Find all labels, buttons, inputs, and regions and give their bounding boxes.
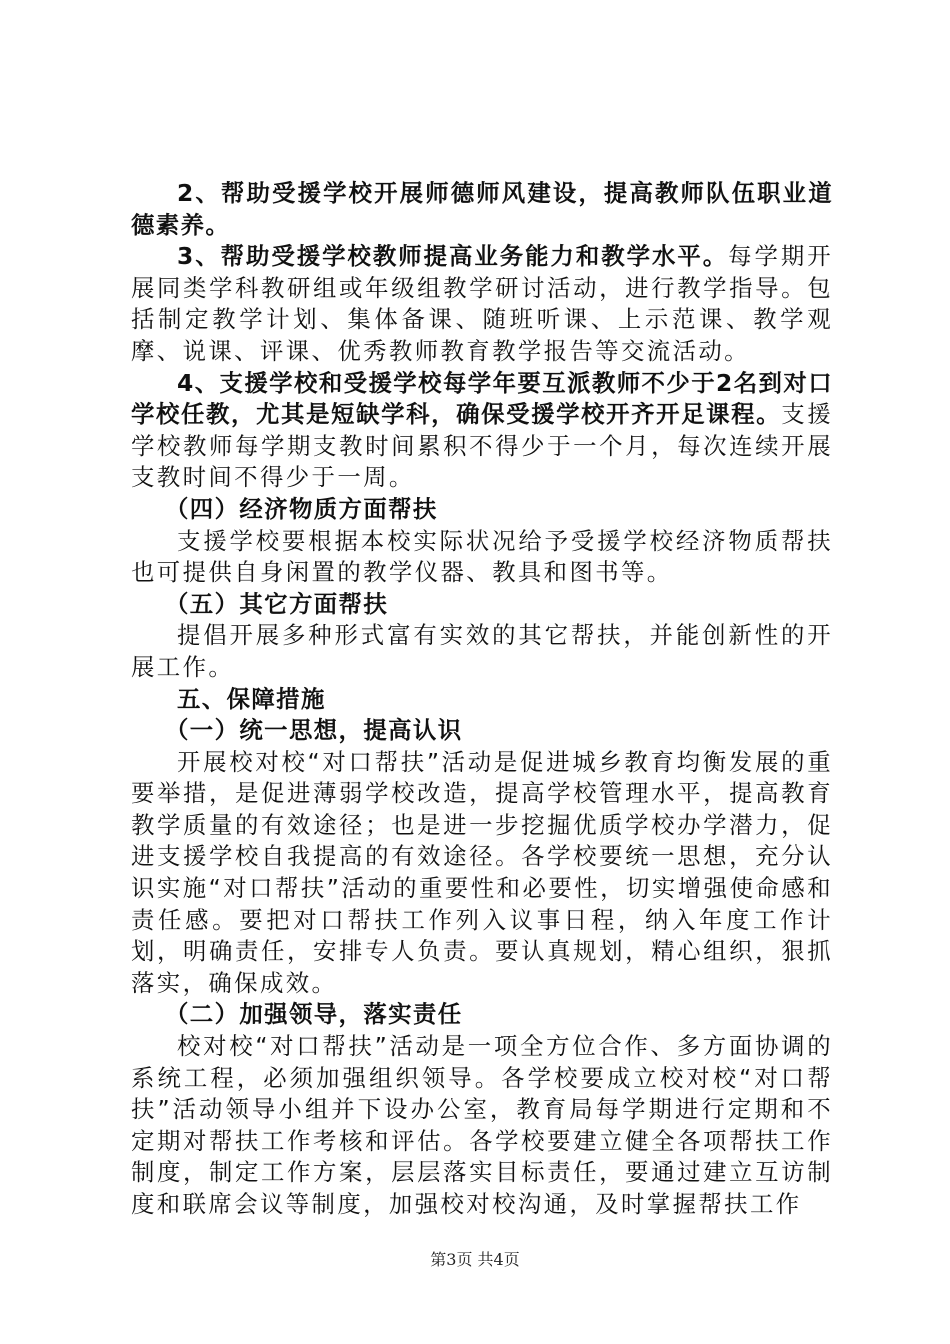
page-footer: 第3页 共4页 — [430, 1250, 520, 1269]
paragraph-item-4-lead: 4、支援学校和受援学校每学年要互派教师不少于2名到对口学校任教，尤其是短缺学科，确保受援学校开齐开足课程。 — [131, 368, 833, 429]
paragraph-item-3-body: 每学期开展同类学科教研组或年级组教学研讨活动，进行教学指导。包括制定教学计划、集体备课、随班听课、上示范课、教学观摩、说课、评课、优秀教师教育教学报告等交流活动。 — [131, 242, 833, 365]
paragraph-item-4 — [131, 368, 833, 494]
document-body — [131, 178, 833, 1221]
paragraph-item-3-lead: 3、帮助受援学校教师提高业务能力和教学水平。 — [177, 242, 729, 271]
paragraph-unify-thinking: 开展校对校“对口帮扶”活动是促进城乡教育均衡发展的重要举措，是促进薄弱学校改造，提高学校管理水平，提高教育教学质量的有效途径；也是进一步挖掘优质学校办学潜力，促进支援学校自我提高的有效途径。各学校要统一思想，充分认识实施“对口帮扶”活动的重要性和必要性，切实增强使命感和责任感。要把对口帮扶工作列入议事日程，纳入年度工作计划，明确责任，安排专人负责。要认真规划，精心组织，狠抓落实，确保成效。 — [131, 747, 833, 997]
heading-strengthen-leadership: （二）加强领导，落实责任 — [165, 1000, 463, 1029]
heading-unify-thinking: （一）统一思想，提高认识 — [165, 716, 463, 745]
paragraph-item-2: 2、帮助受援学校开展师德师风建设，提高教师队伍职业道德素养。 — [131, 179, 833, 239]
paragraph-economic-support: 支援学校要根据本校实际状况给予受援学校经济物质帮扶也可提供自身闲置的教学仪器、教具和图书等。 — [131, 526, 833, 587]
paragraph-strengthen-leadership: 校对校“对口帮扶”活动是一项全方位合作、多方面协调的系统工程，必须加强组织领导。各学校要成立校对校“对口帮扶”活动领导小组并下设办公室，教育局每学期进行定期和不定期对帮扶工作考核和评估。各学校要建立健全各项帮扶工作制度，制定工作方案，层层落实目标责任，要通过建立互访制度和联席会议等制度，加强校对校沟通，及时掌握帮扶工作 — [131, 1032, 833, 1218]
paragraph-other-support: 提倡开展多种形式富有实效的其它帮扶，并能创新性的开展工作。 — [131, 621, 833, 681]
paragraph-item-3 — [131, 241, 833, 367]
heading-economic-support: （四）经济物质方面帮扶 — [165, 494, 438, 523]
heading-other-support: （五）其它方面帮扶 — [165, 589, 389, 618]
heading-safeguard-measures: 五、保障措施 — [177, 684, 326, 713]
paragraph-item-4-body: 支援学校教师每学期支教时间累积不得少于一个月，每次连续开展支教时间不得少于一周。 — [131, 400, 833, 492]
